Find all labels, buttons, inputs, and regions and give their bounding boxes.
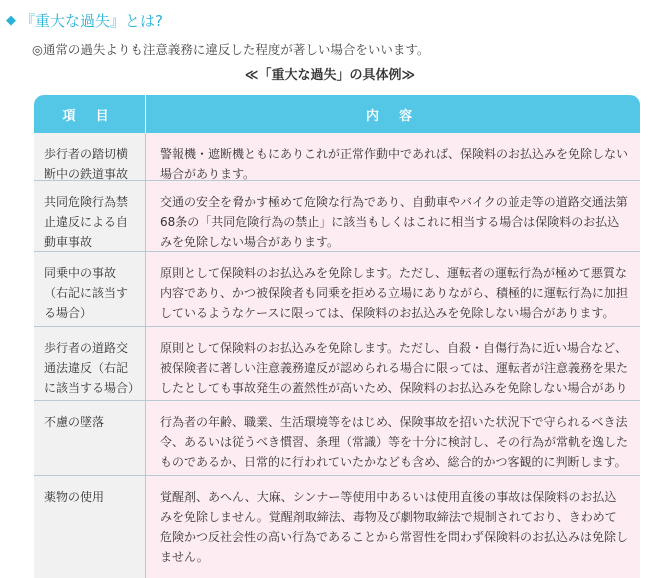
header-item: 項 目 (34, 95, 146, 133)
table-subtitle: ≪「重大な過失」の具体例≫ (244, 68, 416, 83)
table-row (34, 476, 640, 578)
row-item-cell: 歩行者の踏切横断中の鉄道事故 (34, 133, 146, 180)
intro-text: ◎通常の過失よりも注意義務に違反した程度が著しい場合をいいます。 (32, 42, 430, 57)
row-content-cell: 原則として保険料のお払込みを免除します。ただし、運転者の運転行為が極めて悪質な内容であり、かつ被保険者も同乗を拒める立場にありながら、積極的に運転行為に加担しているようなケースに限っては、保険料のお払込みを免除しない場合があります。 (146, 252, 640, 326)
section-title: 『重大な過失』とは? (20, 11, 163, 30)
table-row (34, 252, 640, 327)
header-content: 内 容 (366, 108, 420, 124)
row-item-cell: 薬物の使用 (34, 476, 146, 578)
row-item-cell: 共同危険行為禁止違反による自動車事故 (34, 181, 146, 251)
row-content-cell: 覚醒剤、あへん、大麻、シンナー等使用中あるいは使用直後の事故は保険料のお払込みを免除しません。覚醒剤取締法、毒物及び劇物取締法で規制されており、きわめて危険かつ反社会性の高い行為であることから常習性を問わず保険料のお払込みは免除しません。 (146, 476, 640, 578)
diamond-bullet-icon: ◆ (6, 12, 16, 28)
row-item-cell: 同乗中の事故（右記に該当する場合） (34, 252, 146, 326)
examples-table (34, 95, 640, 578)
table-header (34, 95, 640, 133)
row-content-cell: 行為者の年齢、職業、生活環境等をはじめ、保険事故を招いた状況下で守られるべき法令、あるいは従うべき慣習、条理（常識）等を十分に検討し、その行為が常軌を逸したものであるか、日常的に行われていたかなども含め、総合的かつ客観的に判断します。 (146, 401, 640, 475)
table-row (34, 181, 640, 252)
table-row (34, 133, 640, 181)
table-row (34, 401, 640, 476)
row-content-cell: 警報機・遮断機ともにありこれが正常作動中であれば、保険料のお払込みを免除しない場合があります。 (146, 133, 640, 180)
row-item-cell: 歩行者の道路交通法違反（右記に該当する場合） (34, 327, 146, 400)
section-heading (6, 8, 163, 32)
row-item-cell: 不慮の墜落 (34, 401, 146, 475)
table-row (34, 327, 640, 401)
row-content-cell: 交通の安全を脅かす極めて危険な行為であり、自動車やバイクの並走等の道路交通法第68条の「共同危険行為の禁止」に該当もしくはこれに相当する場合は保険料のお払込みを免除しない場合があります。 (146, 181, 640, 251)
row-content-cell: 原則として保険料のお払込みを免除します。ただし、自殺・自傷行為に近い場合など、被保険者に著しい注意義務違反が認められる場合に限っては、運転者が注意義務を果たしたとしても事故発生の蓋然性が高いため、保険料のお払込みを免除しない場合があり (146, 327, 640, 400)
